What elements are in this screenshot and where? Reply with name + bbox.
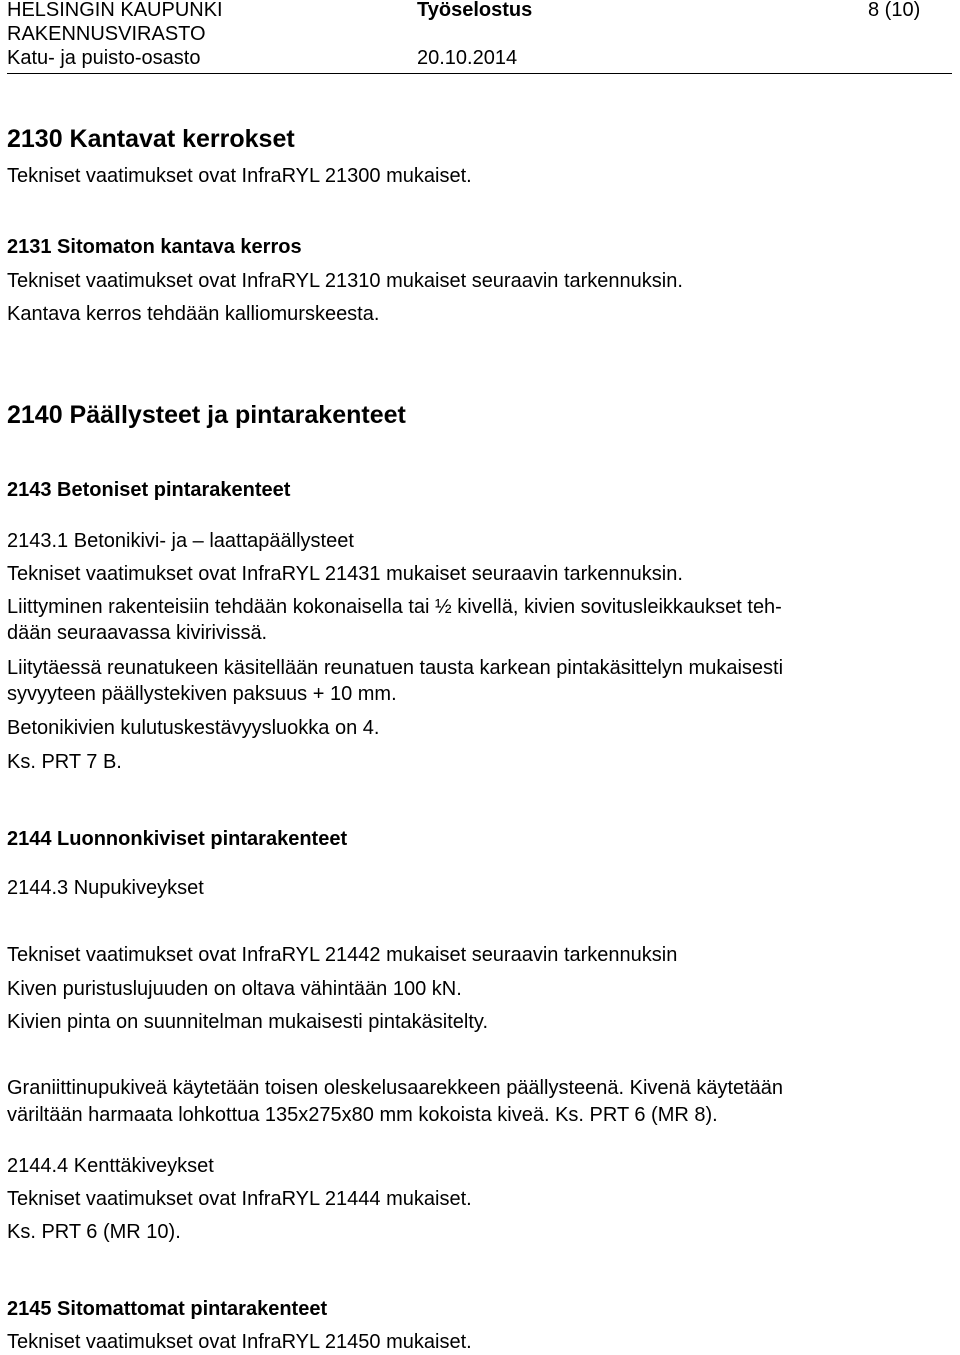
paragraph-2131-1: Tekniset vaatimukset ovat InfraRYL 21310 mukaiset seuraavin tarkennuksin. bbox=[7, 270, 683, 292]
header-document-info bbox=[417, 0, 532, 70]
heading-2130: 2130 Kantavat kerrokset bbox=[7, 125, 295, 153]
paragraph-2143-1-3b: syvyyteen päällystekiven paksuus + 10 mm. bbox=[7, 683, 397, 705]
paragraph-2143-1-3a: Liitytäessä reunatukeen käsitellään reunatuen tausta karkean pintakäsittelyn mukaisesti bbox=[7, 657, 784, 679]
document-page bbox=[7, 0, 952, 1353]
paragraph-2143-1-5: Ks. PRT 7 B. bbox=[7, 751, 122, 773]
paragraph-2130: Tekniset vaatimukset ovat InfraRYL 21300 mukaiset. bbox=[7, 165, 472, 187]
paragraph-2131-2: Kantava kerros tehdään kalliomurskeesta. bbox=[7, 303, 380, 325]
paragraph-2144-3-4b: väriltään harmaata lohkottua 135x275x80 mm kokoista kiveä. Ks. PRT 6 (MR 8). bbox=[7, 1104, 718, 1126]
page-number: 8 (10) bbox=[868, 0, 921, 21]
paragraph-2144-3-4a: Graniittinupukiveä käytetään toisen oleskelusaarekkeen päällysteenä. Kivenä käytetään bbox=[7, 1077, 784, 1099]
header-org-department: RAKENNUSVIRASTO bbox=[7, 23, 206, 45]
header-document-title: Työselostus bbox=[417, 0, 533, 21]
heading-2140: 2140 Päällysteet ja pintarakenteet bbox=[7, 401, 406, 429]
header-organization bbox=[7, 0, 223, 70]
heading-2143: 2143 Betoniset pintarakenteet bbox=[7, 479, 291, 501]
heading-2144-4: 2144.4 Kenttäkiveykset bbox=[7, 1155, 214, 1177]
header-divider bbox=[7, 73, 952, 74]
heading-2131: 2131 Sitomaton kantava kerros bbox=[7, 236, 302, 258]
paragraph-2144-3-3: Kivien pinta on suunnitelman mukaisesti pintakäsitelty. bbox=[7, 1011, 488, 1033]
header-document-date: 20.10.2014 bbox=[417, 47, 518, 69]
paragraph-2144-4-2: Ks. PRT 6 (MR 10). bbox=[7, 1221, 181, 1243]
paragraph-2143-1-2a: Liittyminen rakenteisiin tehdään kokonaisella tai ½ kivellä, kivien sovitusleikkaukset teh- bbox=[7, 596, 782, 618]
paragraph-2144-3-1: Tekniset vaatimukset ovat InfraRYL 21442 mukaiset seuraavin tarkennuksin bbox=[7, 944, 678, 966]
header-page-number bbox=[868, 0, 920, 22]
heading-2144-3: 2144.3 Nupukiveykset bbox=[7, 877, 204, 899]
heading-2143-1: 2143.1 Betonikivi- ja – laattapäällysteet bbox=[7, 530, 354, 552]
header-org-city: HELSINGIN KAUPUNKI bbox=[7, 0, 223, 21]
paragraph-2143-1-4: Betonikivien kulutuskestävyysluokka on 4. bbox=[7, 717, 380, 739]
heading-2145: 2145 Sitomattomat pintarakenteet bbox=[7, 1298, 328, 1320]
header-org-division: Katu- ja puisto-osasto bbox=[7, 47, 201, 69]
paragraph-2145: Tekniset vaatimukset ovat InfraRYL 21450 mukaiset. bbox=[7, 1331, 472, 1353]
paragraph-2144-3-2: Kiven puristuslujuuden on oltava vähintään 100 kN. bbox=[7, 978, 462, 1000]
heading-2144: 2144 Luonnonkiviset pintarakenteet bbox=[7, 828, 348, 850]
page-header bbox=[7, 0, 952, 74]
paragraph-2143-1-2b: dään seuraavassa kivirivissä. bbox=[7, 622, 268, 644]
paragraph-2144-4-1: Tekniset vaatimukset ovat InfraRYL 21444 mukaiset. bbox=[7, 1188, 472, 1210]
paragraph-2143-1-1: Tekniset vaatimukset ovat InfraRYL 21431 mukaiset seuraavin tarkennuksin. bbox=[7, 563, 683, 585]
